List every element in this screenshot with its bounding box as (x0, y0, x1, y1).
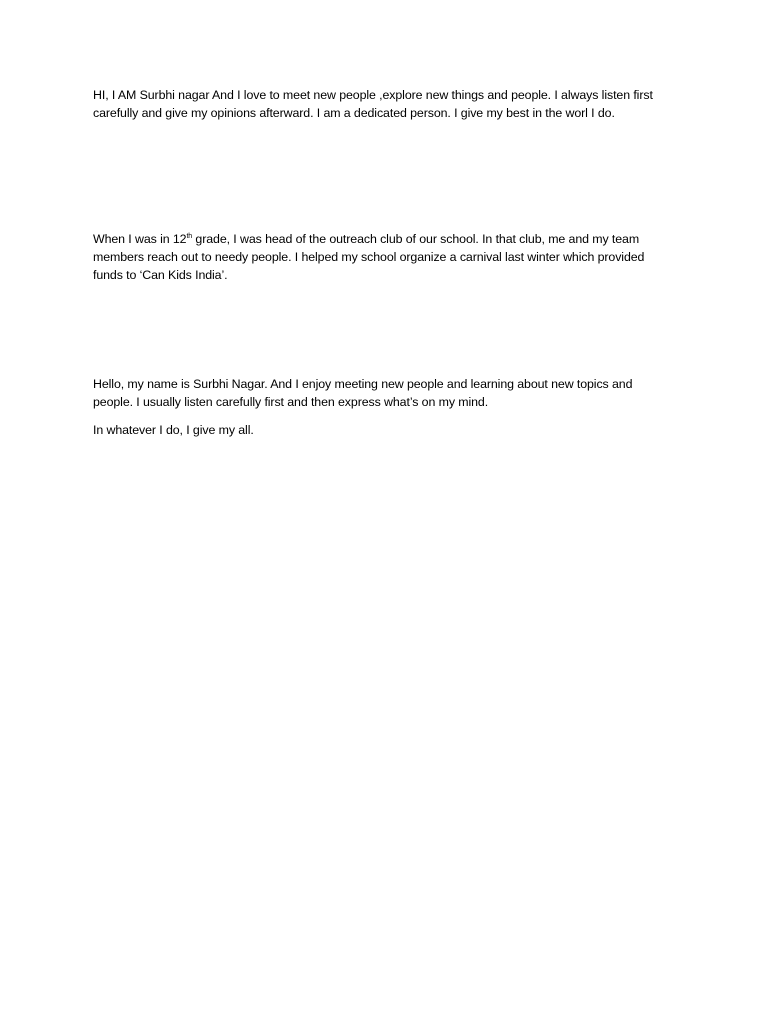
paragraph-introduction: HI, I AM Surbhi nagar And I love to meet new people ,explore new things and people. I always listen first carefully and give my opinions afterward. I am a dedicated person. I give my best in the worl I do. (93, 88, 653, 120)
ordinal-suffix: th (186, 233, 193, 240)
paragraph-school-experience-rest: grade, I was head of the outreach club of our school. In that club, me and my team members reach out to needy people. I helped my school organize a carnival last winter which provided funds to ‘Can Kids India’. (93, 232, 645, 282)
paragraph-school-experience (93, 231, 675, 284)
paragraph-school-experience-start: When I was in 12 (93, 232, 187, 246)
paragraph-closing: In whatever I do, I give my all. (93, 423, 254, 437)
paragraph-revised-introduction: Hello, my name is Surbhi Nagar. And I enjoy meeting new people and learning about new topics and people. I usually listen carefully first and then express what’s on my mind. (93, 377, 633, 409)
